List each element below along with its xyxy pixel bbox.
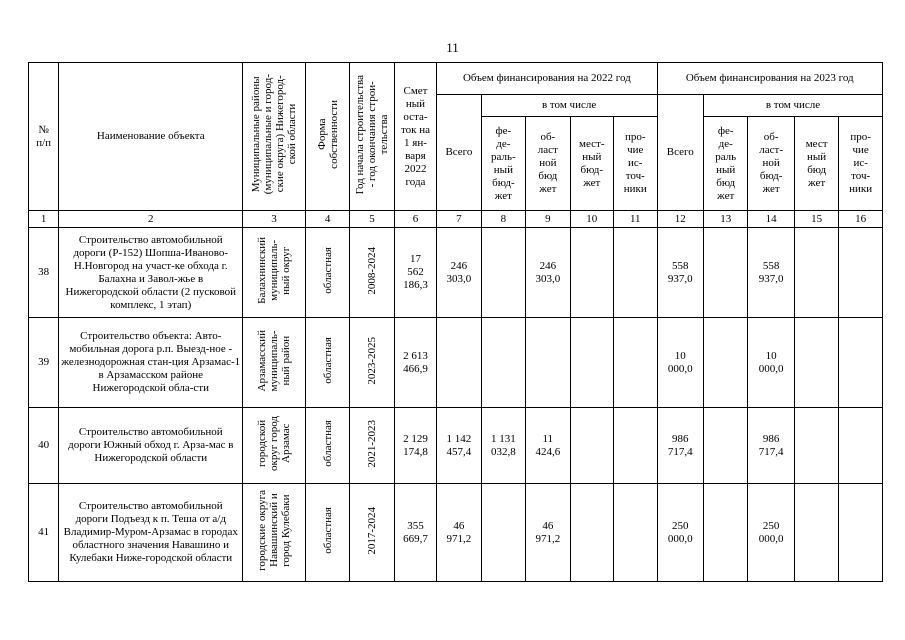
local-2023 (794, 318, 838, 408)
header-total-2022: Всего (437, 95, 481, 211)
ownership: областная (305, 318, 349, 408)
header-fin2023: Объем финансирования на 2023 год (657, 63, 883, 95)
years: 2023-2025 (350, 318, 394, 408)
header-districts: Муниципальные районы (муниципальные и город- ские округа) Нижегород- ской области (243, 63, 306, 211)
header-name: Наименование объекта (59, 63, 243, 211)
col-number: 11 (614, 211, 658, 228)
col-number: 4 (305, 211, 349, 228)
col-number: 14 (748, 211, 794, 228)
district: городской округ город Арзамас (243, 408, 306, 484)
total-2022: 1 142 457,4 (437, 408, 481, 484)
col-number: 16 (839, 211, 883, 228)
col-number: 1 (29, 211, 59, 228)
header-other-2022: про- чие ис- точ- ники (614, 117, 658, 211)
col-number: 7 (437, 211, 481, 228)
row-num: 39 (29, 318, 59, 408)
table-row (29, 228, 883, 318)
object-name: Строительство автомобильной дороги (Р-152) Шопша-Иваново-Н.Новгород на участ-ке обхода г. Балахна и Завол-жье в Нижегородской области (2 пусковой комплекс, 1 этап) (59, 228, 243, 318)
balance: 17 562 186,3 (394, 228, 436, 318)
total-2023: 250 000,0 (657, 484, 703, 582)
table-row (29, 318, 883, 408)
header-regional-2022: об- ласт ной бюд жет (526, 117, 570, 211)
other-2022 (614, 318, 658, 408)
row-num: 38 (29, 228, 59, 318)
regional-2023: 986 717,4 (748, 408, 794, 484)
col-number: 10 (570, 211, 613, 228)
table-row (29, 484, 883, 582)
federal-2022: 1 131 032,8 (481, 408, 525, 484)
total-2022 (437, 318, 481, 408)
col-number: 6 (394, 211, 436, 228)
col-number: 5 (350, 211, 394, 228)
table-row (29, 408, 883, 484)
regional-2023: 558 937,0 (748, 228, 794, 318)
other-2023 (839, 484, 883, 582)
total-2023: 986 717,4 (657, 408, 703, 484)
col-number: 13 (703, 211, 747, 228)
col-number: 2 (59, 211, 243, 228)
local-2022 (570, 318, 613, 408)
balance: 2 129 174,8 (394, 408, 436, 484)
regional-2023: 10 000,0 (748, 318, 794, 408)
federal-2023 (703, 228, 747, 318)
object-name: Строительство автомобильной дороги Южный обход г. Арза-мас в Нижегородской области (59, 408, 243, 484)
col-number: 12 (657, 211, 703, 228)
ownership: областная (305, 408, 349, 484)
balance: 355 669,7 (394, 484, 436, 582)
ownership: областная (305, 228, 349, 318)
column-number-row (29, 211, 883, 228)
years: 2017-2024 (350, 484, 394, 582)
local-2022 (570, 408, 613, 484)
regional-2023: 250 000,0 (748, 484, 794, 582)
federal-2022 (481, 318, 525, 408)
local-2023 (794, 484, 838, 582)
regional-2022: 46 971,2 (526, 484, 570, 582)
header-including-2022: в том числе (481, 95, 657, 117)
total-2022: 246 303,0 (437, 228, 481, 318)
header-total-2023: Всего (657, 95, 703, 211)
header-regional-2023: об- ласт- ной бюд- жет (748, 117, 794, 211)
balance: 2 613 466,9 (394, 318, 436, 408)
years: 2021-2023 (350, 408, 394, 484)
total-2023: 10 000,0 (657, 318, 703, 408)
federal-2022 (481, 228, 525, 318)
federal-2023 (703, 318, 747, 408)
ownership: областная (305, 484, 349, 582)
federal-2023 (703, 484, 747, 582)
regional-2022: 246 303,0 (526, 228, 570, 318)
object-name: Строительство автомобильной дороги Подъезд к п. Теша от а/д Владимир-Муром-Арзамас в городах областного значения Навашино и Кулебаки Ниже-городской области (59, 484, 243, 582)
header-local-2022: мест- ный бюд- жет (570, 117, 613, 211)
col-number: 15 (794, 211, 838, 228)
col-number: 8 (481, 211, 525, 228)
row-num: 41 (29, 484, 59, 582)
local-2022 (570, 228, 613, 318)
other-2022 (614, 484, 658, 582)
object-name: Строительство объекта: Авто-мобильная дорога р.п. Выезд-ное - железнодорожная стан-ция Арзамас-1 в Арзамасском районе Нижегородской обла-сти (59, 318, 243, 408)
header-balance: Смет ный оста- ток на 1 ян- варя 2022 года (394, 63, 436, 211)
header-years: Год начала строительства - год окончания строи- тельства (350, 63, 394, 211)
header-federal-2023: фе- де- раль ный бюд жет (703, 117, 747, 211)
other-2023 (839, 228, 883, 318)
header-ownership: Форма собственности (305, 63, 349, 211)
district: Балахнинский муниципаль- ный округ (243, 228, 306, 318)
page-number: 11 (446, 40, 459, 55)
header-num: № п/п (29, 63, 59, 211)
regional-2022: 11 424,6 (526, 408, 570, 484)
other-2022 (614, 228, 658, 318)
col-number: 3 (243, 211, 306, 228)
years: 2008-2024 (350, 228, 394, 318)
other-2022 (614, 408, 658, 484)
total-2022: 46 971,2 (437, 484, 481, 582)
header-including-2023: в том числе (703, 95, 882, 117)
other-2023 (839, 318, 883, 408)
other-2023 (839, 408, 883, 484)
header-local-2023: мест ный бюд жет (794, 117, 838, 211)
local-2023 (794, 408, 838, 484)
financing-table (28, 62, 883, 582)
col-number: 9 (526, 211, 570, 228)
district: Арзамасский муниципаль- ный район (243, 318, 306, 408)
header-fin2022: Объем финансирования на 2022 год (437, 63, 657, 95)
header-other-2023: про- чие ис- точ- ники (839, 117, 883, 211)
district: городские округа Навашинский и город Кулебаки (243, 484, 306, 582)
regional-2022 (526, 318, 570, 408)
local-2023 (794, 228, 838, 318)
header-federal-2022: фе- де- раль- ный бюд- жет (481, 117, 525, 211)
local-2022 (570, 484, 613, 582)
federal-2022 (481, 484, 525, 582)
total-2023: 558 937,0 (657, 228, 703, 318)
row-num: 40 (29, 408, 59, 484)
federal-2023 (703, 408, 747, 484)
